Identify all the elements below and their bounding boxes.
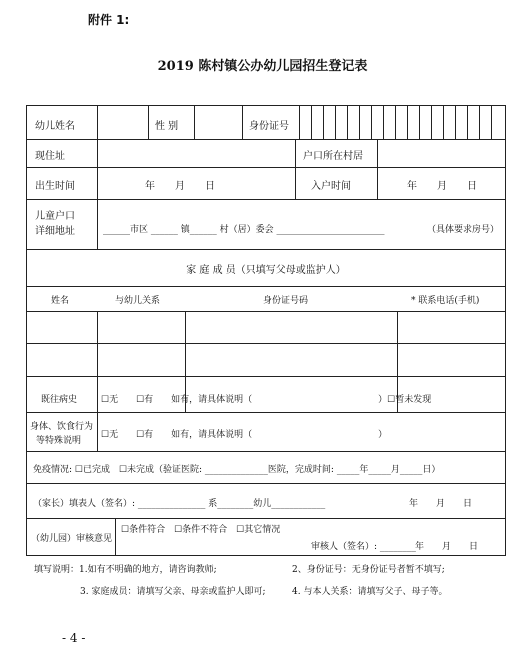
note-4: 4. 与本人关系：请填写父子、母子等。: [292, 587, 448, 597]
medical-history-options: ☐无 ☐有 如有，请具体说明（ ）☐暂未发现: [101, 395, 432, 405]
annex-label: 附件 1:: [88, 13, 130, 27]
enroll-time-label: 入户时间: [311, 181, 351, 192]
page-number: - 4 -: [62, 631, 86, 645]
col-id-header: 身份证号码: [263, 296, 309, 306]
review-options: ☐条件符合 ☐条件不符合 ☐其它情况: [121, 525, 281, 535]
review-date: 年 月 日: [415, 542, 479, 552]
hukou-address-note: （具体要求房号）: [427, 225, 500, 235]
hukou-address-label-1: 儿童户口: [35, 211, 75, 222]
col-phone-header: * 联系电话(手机): [411, 296, 480, 306]
behavior-options: ☐无 ☐有 如有，请具体说明（ ）: [101, 430, 388, 440]
child-name-label: 幼儿姓名: [35, 121, 75, 132]
parent-sign-date: 年 月 日: [409, 499, 473, 509]
vaccination-status: 免疫情况: ☐已完成 ☐未完成（验证医院: ______________医院，完成时间: _____年_____月_____日）: [33, 465, 441, 475]
current-address-label: 现住址: [35, 151, 65, 162]
birth-date-units: 年 月 日: [145, 181, 215, 192]
gender-label: 性 别: [155, 121, 179, 132]
birth-time-label: 出生时间: [35, 181, 75, 192]
family-members-header: 家 庭 成 员（只填写父母或监护人）: [186, 265, 346, 276]
form-title: 2019 陈村镇公办幼儿园招生登记表: [157, 59, 368, 74]
col-relation-header: 与幼儿关系: [115, 296, 161, 306]
enroll-date-units: 年 月 日: [407, 181, 477, 192]
reviewer-signature: 审核人（签名）: ________: [311, 542, 416, 552]
medical-history-label: 既往病史: [41, 395, 78, 405]
hukou-village-label: 户口所在村居: [303, 151, 363, 162]
note-1: 填写说明：1.如有不明确的地方，请咨询教师;: [34, 565, 217, 575]
kindergarten-review-label: （幼儿园）审核意见: [31, 534, 113, 544]
behavior-label-1: 身体、饮食行为: [30, 422, 94, 432]
note-2: 2、身份证号：无身份证号者暂不填写;: [292, 565, 445, 575]
col-name-header: 姓名: [51, 296, 70, 306]
behavior-label-2: 等特殊说明: [36, 436, 82, 446]
hukou-address-label-2: 详细地址: [35, 226, 75, 237]
registration-form-table: [26, 105, 506, 556]
note-3: 3. 家庭成员：请填写父亲、母亲或监护人即可;: [80, 587, 266, 597]
parent-filler-signature: （家长）填表人（签名）: _______________ 系________幼儿____________: [33, 499, 326, 509]
id-number-label: 身份证号: [249, 121, 289, 132]
hukou-address-fill: ______市区 ______ 镇______ 村（居）委会 ________________________: [103, 225, 385, 235]
